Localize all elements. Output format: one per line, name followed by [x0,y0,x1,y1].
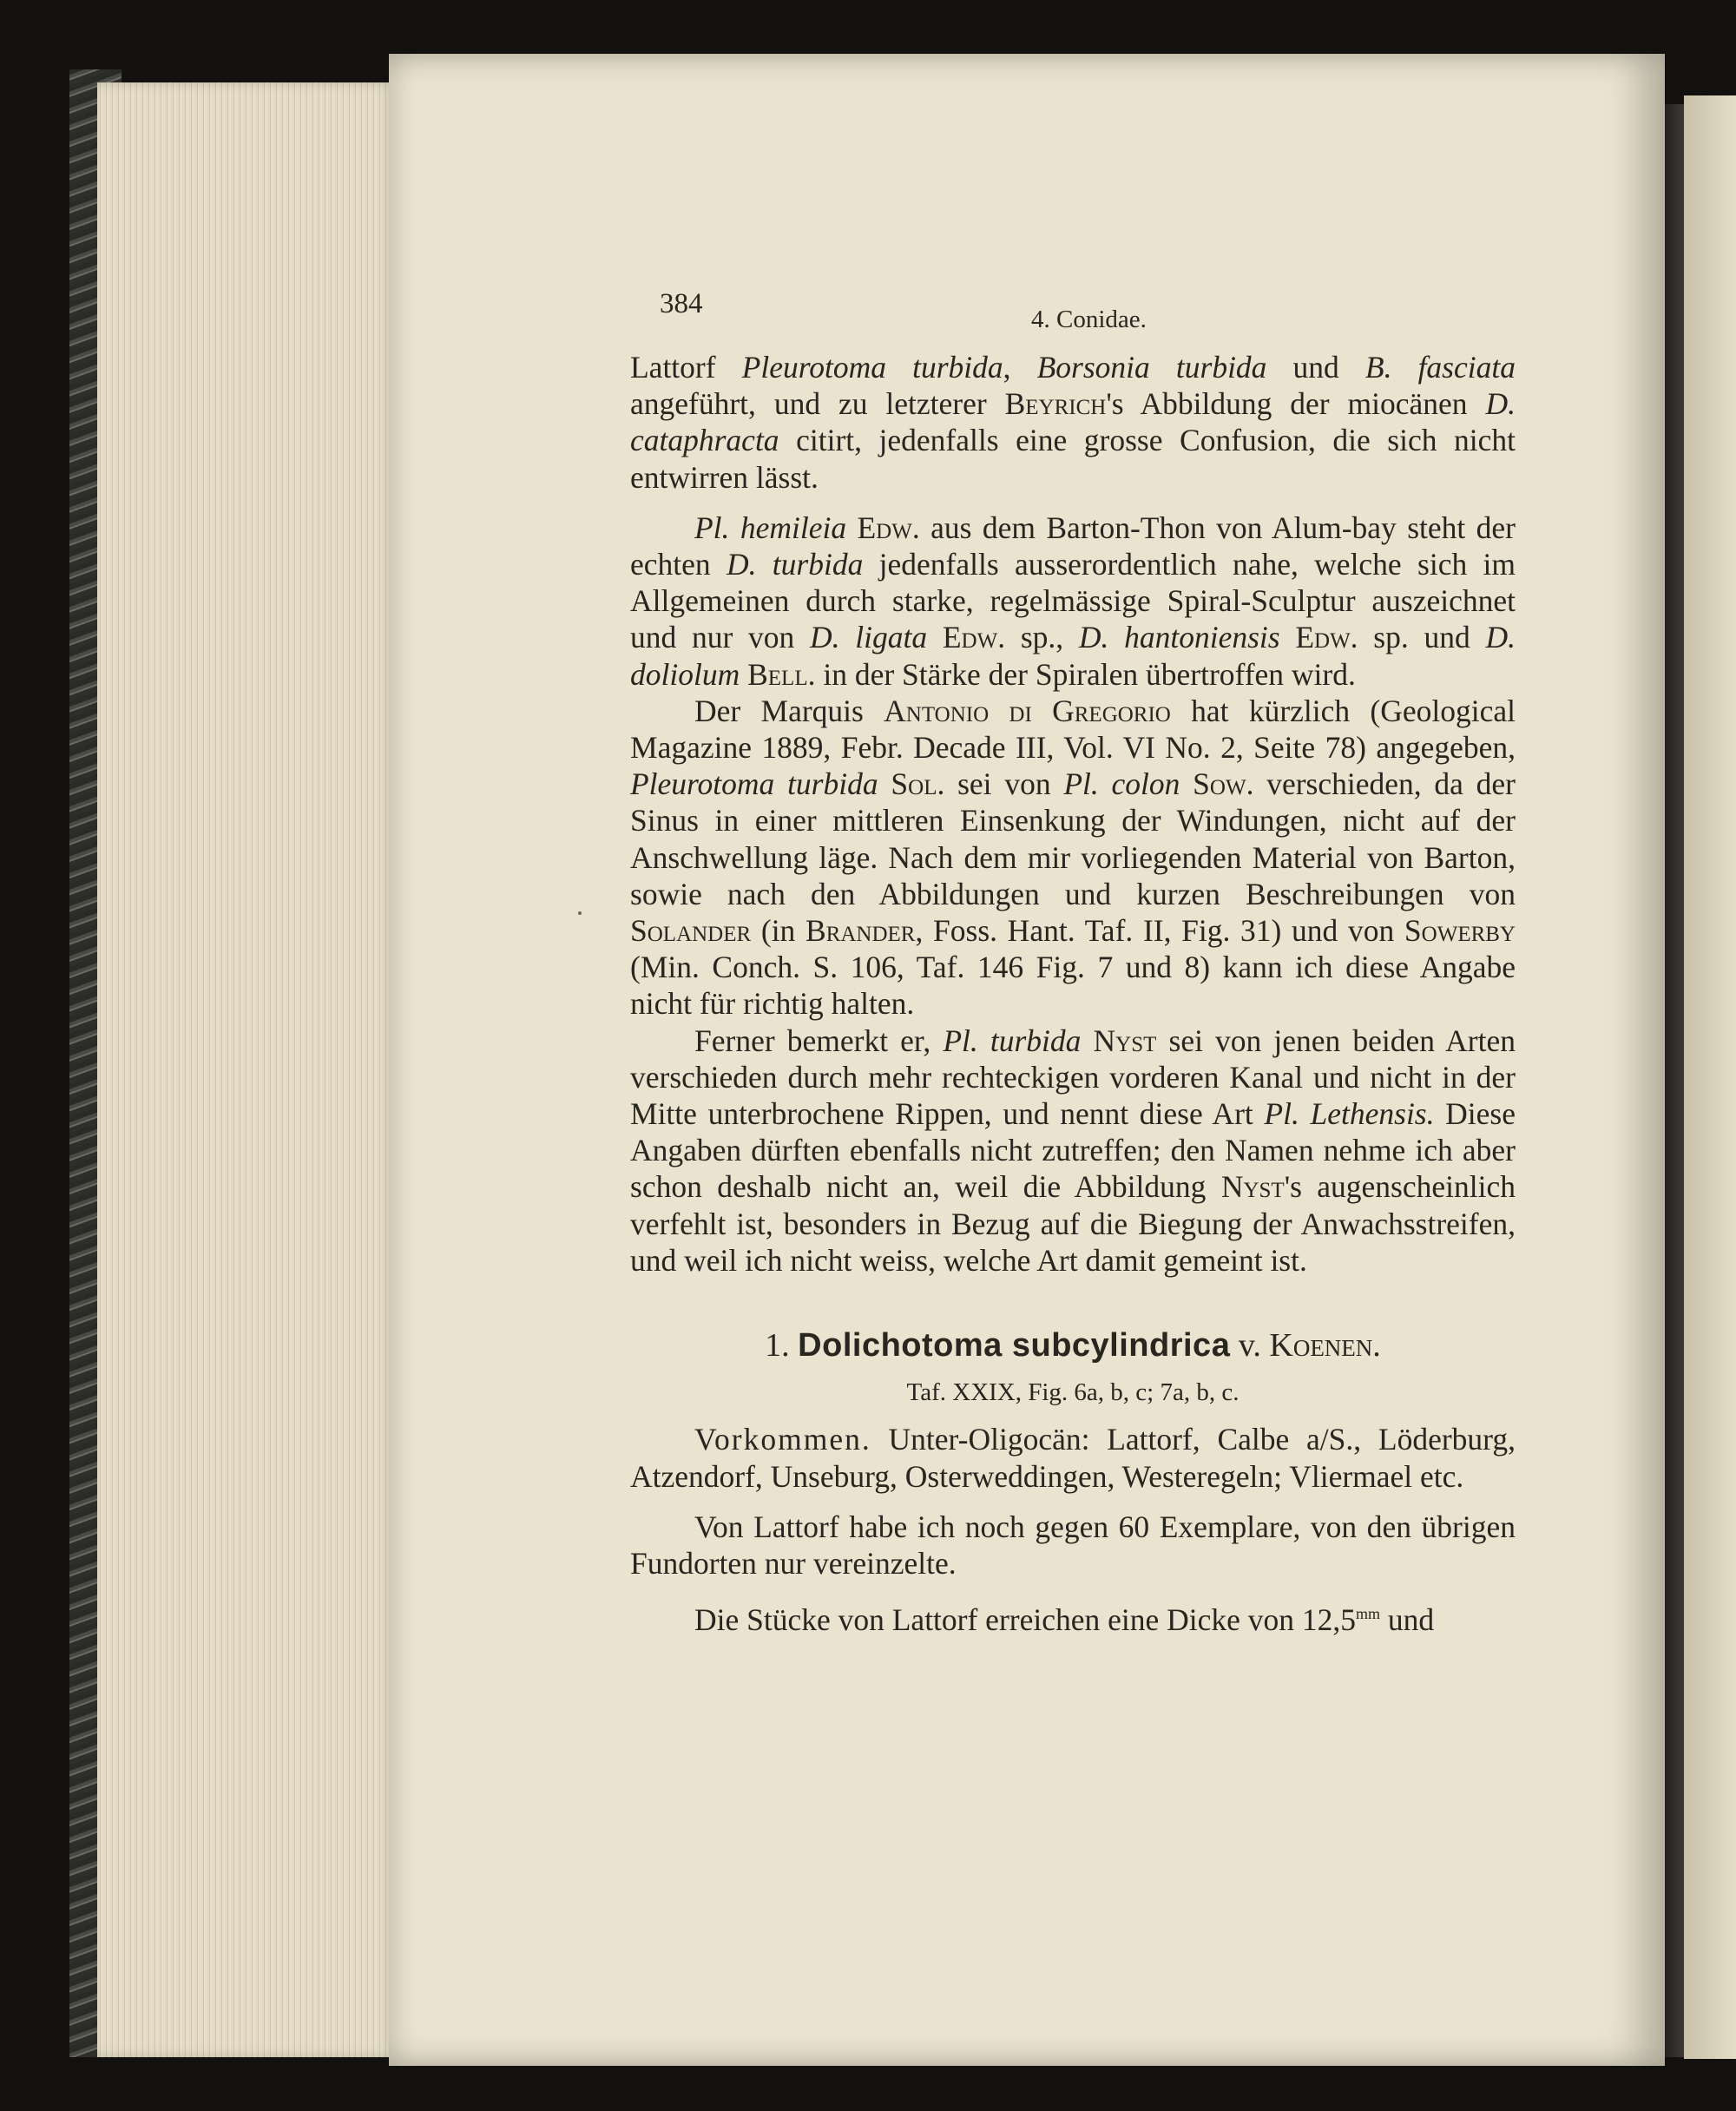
plate-reference: Taf. XXIX, Fig. 6a, b, c; 7a, b, c. [906,1378,1240,1407]
taxon-name: D. cataphracta [630,386,1516,458]
paragraph-4 [630,1023,1516,1279]
text: aus dem Barton-Thon von Alum-bay steht der echten [630,510,1516,582]
author-name: Edw. [846,510,920,545]
text: (Min. Conch. S. 106, Taf. 146 Fig. 7 und 8) kann ich diese Angabe nicht für richtig halten. [630,950,1516,1022]
author-name: Sowerby [1404,913,1516,949]
text: , [1003,350,1037,385]
text: hat kürzlich (Geological Magazine 1889, Febr. Decade III, Vol. VI No. 2, Seite 78) angegeben, [630,693,1516,766]
text: sei von jenen beiden Arten verschieden durch mehr rechteckigen vorderen Kanal und nicht in der Mitte unterbrochene Rippen, und nennt diese Art [630,1023,1516,1132]
text: 's augenscheinlich verfehlt ist, besonders in Bezug auf die Biegung der Anwachsstreifen, und weil ich nicht weiss, welche Art damit gemeint ist. [630,1169,1516,1278]
text: 's Abbildung der miocänen [1106,386,1486,422]
text: verschieden, da der Sinus in einer mittleren Einsenkung der Windungen, nicht auf der Anschwellung läge. Nach dem mir vorliegenden Material von Barton, sowie nach den Abbildungen und kurzen Beschreibungen von [630,766,1516,911]
text: angeführt, und zu letzterer [630,386,1005,422]
author-name: Solander [630,913,752,949]
paragraph-3 [630,693,1516,1023]
text: sei von [944,766,1064,802]
text: jedenfalls ausserordentlich nahe, welche sich im Allgemeinen durch starke, regelmässige Spiral-Sculptur auszeichnet und nur von [630,547,1516,655]
taxon-name: B. fasciata [1364,350,1516,385]
taxon-name: Pl. Lethensis. [1264,1096,1435,1132]
text: Ferner bemerkt er, [694,1023,944,1058]
paragraph-2 [630,510,1516,693]
occurrence-text: Unter-Oligocän: Lattorf, Calbe a/S., Löderburg, Atzendorf, Unseburg, Osterweddingen, Westeregeln; Vliermael etc. [630,1422,1516,1494]
author-name: Beyrich [1004,386,1107,422]
running-head: 4. Conidae. [1031,306,1147,333]
text: und [1266,350,1365,385]
taxon-name: D. turbida [726,547,864,582]
book-gutter-shadow [1665,104,1684,2057]
text: citirt, jedenfalls eine grosse Confusion, die sich nicht entwirren lässt. [630,423,1516,495]
text: Lattorf [630,350,742,385]
author-name: Antonio di Gregorio [884,693,1171,728]
text: sp. und [1358,620,1486,655]
pencil-mark [578,911,582,915]
text: in der Stärke der Spiralen übertroffen wird. [815,656,1356,692]
taxon-name: Pl. colon [1063,766,1180,802]
unit-superscript: mm [1356,1605,1381,1623]
text: Diese Angaben dürften ebenfalls nicht zutreffen; den Namen nehme ich aber schon deshalb nicht an, weil die Abbildung [630,1096,1516,1205]
author-prefix: v. [1230,1327,1270,1365]
author-name: Brander [805,913,916,949]
text: und [1380,1602,1435,1638]
author-name: Edw. [1279,620,1358,655]
text: , Foss. Hant. Taf. II, Fig. 31) und von [915,913,1404,949]
taxon-name: Pleurotoma turbida [741,350,1003,385]
body-text [630,349,1516,1652]
taxon-name: D. ligata [810,620,928,655]
taxon-name: D. hantoniensis [1078,620,1280,655]
occurrence-label: Vorkommen. [694,1422,871,1457]
taxon-name: Pl. turbida [943,1023,1082,1058]
species-name: Dolichotoma subcylindrica [798,1327,1231,1365]
taxon-name: D. doliolum [630,620,1516,692]
page-stack-edge [97,82,397,2057]
text: Der Marquis [694,693,884,728]
page-header [660,288,1528,340]
occurrence-paragraph [630,1421,1516,1494]
taxon-name: Borsonia turbida [1036,350,1267,385]
text: Die Stücke von Lattorf erreichen eine Dicke von 12,5 [694,1602,1356,1638]
author-name: Nyst [1220,1169,1285,1205]
paragraph-6 [630,1595,1516,1638]
species-number: 1. [765,1327,790,1365]
paragraph-5: Von Lattorf habe ich noch gegen 60 Exemplare, von den übrigen Fundorten nur vereinzelte. [630,1509,1516,1582]
author-name: Koenen. [1269,1327,1381,1365]
taxon-name: Pleurotoma turbida [630,766,878,802]
author-name: Edw. [927,620,1006,655]
author-name: Sol. [878,766,945,802]
author-name: Sow. [1180,766,1254,802]
page-number: 384 [660,288,703,319]
taxon-name: Pl. hemileia [694,510,847,545]
text: (in [751,913,806,949]
next-page-edge [1684,95,1736,2059]
author-name: Nyst [1081,1023,1157,1058]
paragraph-1 [630,349,1516,496]
author-name: Bell. [740,656,816,692]
text: sp., [1005,620,1079,655]
species-heading [630,1327,1516,1364]
